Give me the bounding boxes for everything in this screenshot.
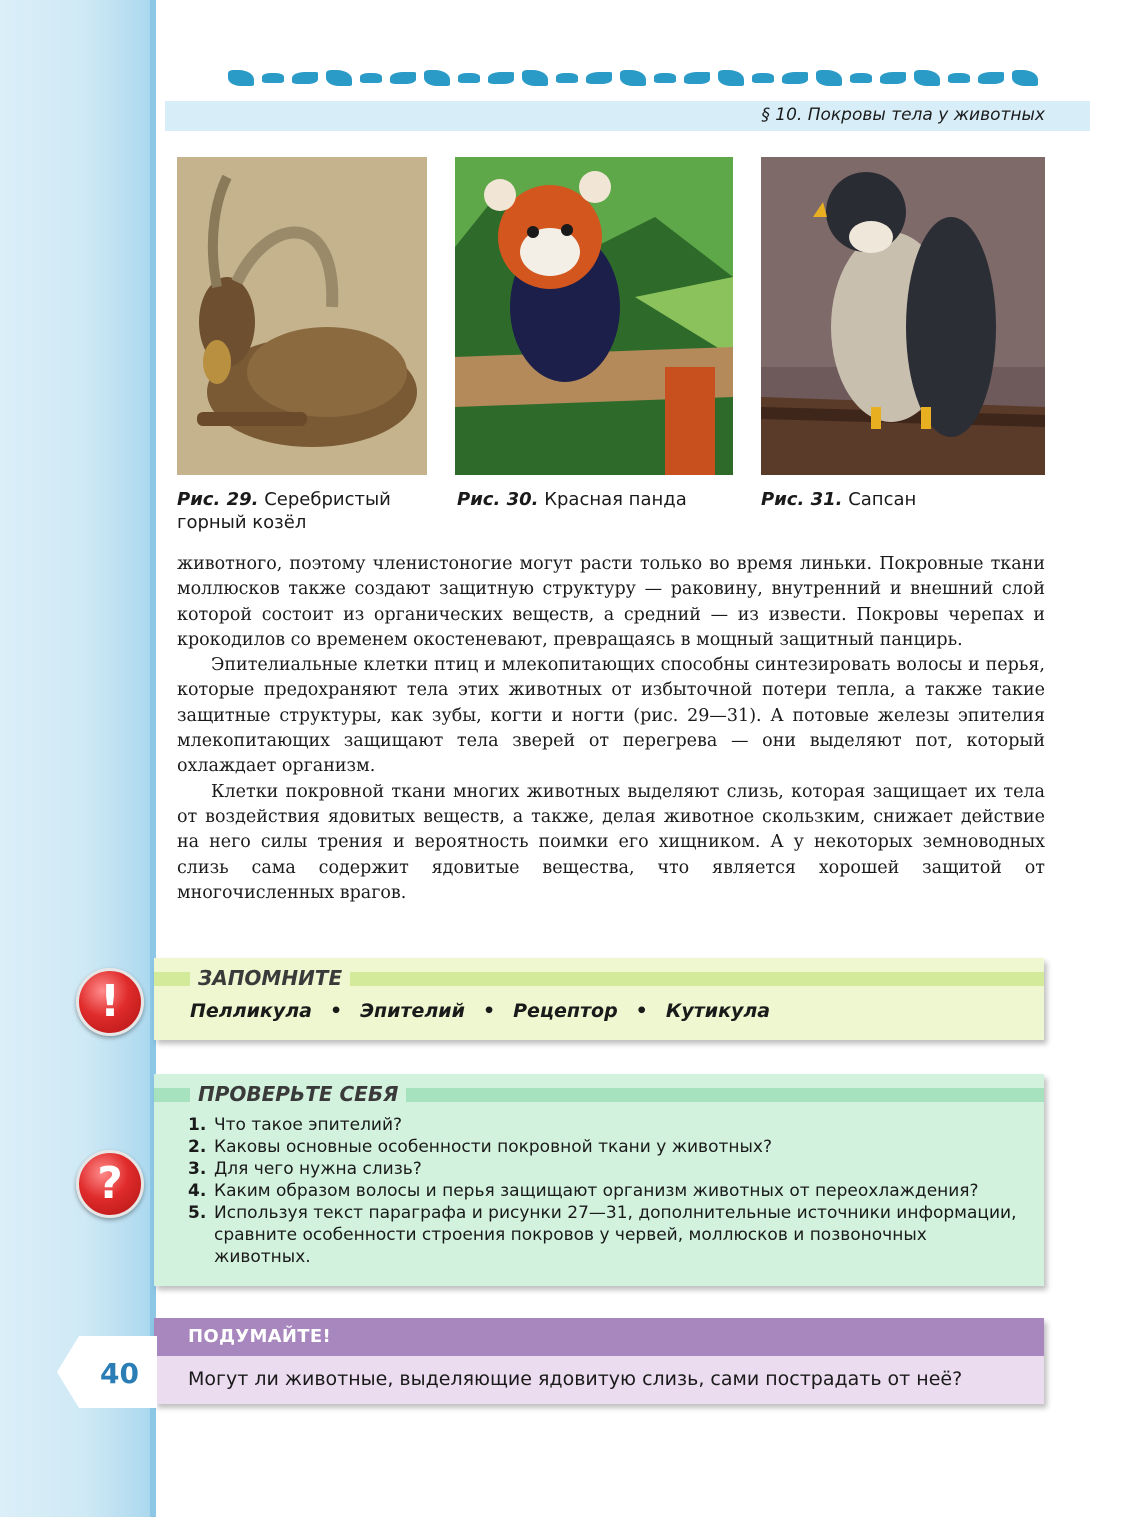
term-separator: • [635, 1000, 648, 1022]
body-paragraph: Эпителиальные клетки птиц и млекопитающих способны синтезировать волосы и перья, которые предохраняют тела этих животных от избыточной потери тепла, а также такие защитные структуры, как зубы, когти и ногти (рис. 29—31). А потовые железы эпителия млекопитающих защищают тела зверей от перегрева — они выделяют пот, который охлаждает организм. [177, 655, 1045, 777]
figure-31-label: Рис. 31. [761, 489, 843, 510]
figure-30-caption [457, 488, 735, 511]
remember-box [154, 958, 1044, 1040]
question-item: 1. Что такое эпителий? [188, 1115, 403, 1135]
figure-31-falcon-photo [761, 157, 1045, 475]
key-term: Пелликула [190, 1000, 312, 1022]
remember-title: ЗАПОМНИТЕ [190, 966, 350, 990]
figure-29-goat-photo [177, 157, 427, 475]
question-item: 5. Используя текст параграфа и рисунки 27—31, дополнительные источники информации, сравните особенности строения покровов у червей, моллюсков и позвоночных животных. [188, 1203, 1017, 1267]
think-box [154, 1318, 1044, 1404]
section-title: § 10. Покровы тела у животных [761, 105, 1045, 125]
exclamation-icon: ! [76, 968, 144, 1036]
running-header [165, 101, 1090, 131]
check-yourself-box [154, 1074, 1044, 1286]
question-icon: ? [76, 1150, 144, 1218]
body-paragraph: Клетки покровной ткани многих животных выделяют слизь, которая защищает их тела от воздействия ядовитых веществ, а также, делая животное скользким, снижает действие на него силы трения и вероятность поимки его хищником. А у некоторых земноводных слизь сама содержит ядовитые вещества, что является хорошей защитой от многочисленных врагов. [177, 781, 1045, 903]
figure-30-red-panda-photo [455, 157, 733, 475]
key-terms [190, 1000, 770, 1022]
page-number: 40 [100, 1357, 139, 1390]
question-item: 3. Для чего нужна слизь? [188, 1159, 422, 1179]
think-header [154, 1318, 1044, 1356]
question-item: 2. Каковы основные особенности покровной ткани у животных? [188, 1137, 772, 1157]
key-term: Эпителий [360, 1000, 465, 1022]
figure-29-caption-line2: горный козёл [177, 512, 307, 533]
question-list [188, 1114, 1028, 1268]
page-margin-edge [150, 0, 156, 1517]
term-separator: • [329, 1000, 343, 1022]
key-term: Рецептор [513, 1000, 618, 1022]
question-item: 4. Каким образом волосы и перья защищают организм животных от переохлаждения? [188, 1181, 979, 1201]
figure-31-caption-text: Сапсан [848, 489, 917, 510]
term-separator: • [482, 1000, 496, 1022]
figure-29-caption [177, 488, 427, 534]
think-title: ПОДУМАЙТЕ! [188, 1326, 331, 1347]
key-term: Кутикула [665, 1000, 771, 1022]
body-text [177, 552, 1045, 906]
figure-29-caption-line1: Серебристый [264, 489, 391, 510]
body-paragraph: животного, поэтому членистоногие могут расти только во время линьки. Покровные ткани моллюсков также создают защитную структуру — раковину, внутренний и внешний слой которой состоит из органических веществ, а средний — из извести. Покровы черепах и крокодилов со временем окостеневают, превращаясь в мощный защитный панцирь. [177, 554, 1045, 650]
page-margin-strip [0, 0, 155, 1517]
think-question: Могут ли животные, выделяющие ядовитую слизь, сами пострадать от неё? [188, 1368, 963, 1390]
check-title: ПРОВЕРЬТЕ СЕБЯ [190, 1082, 406, 1106]
figure-30-caption-text: Красная панда [544, 489, 687, 510]
animal-silhouettes-decoration [228, 66, 1094, 90]
figure-30-label: Рис. 30. [457, 489, 539, 510]
figure-29-label: Рис. 29. [177, 489, 259, 510]
figure-31-caption [761, 488, 1045, 511]
